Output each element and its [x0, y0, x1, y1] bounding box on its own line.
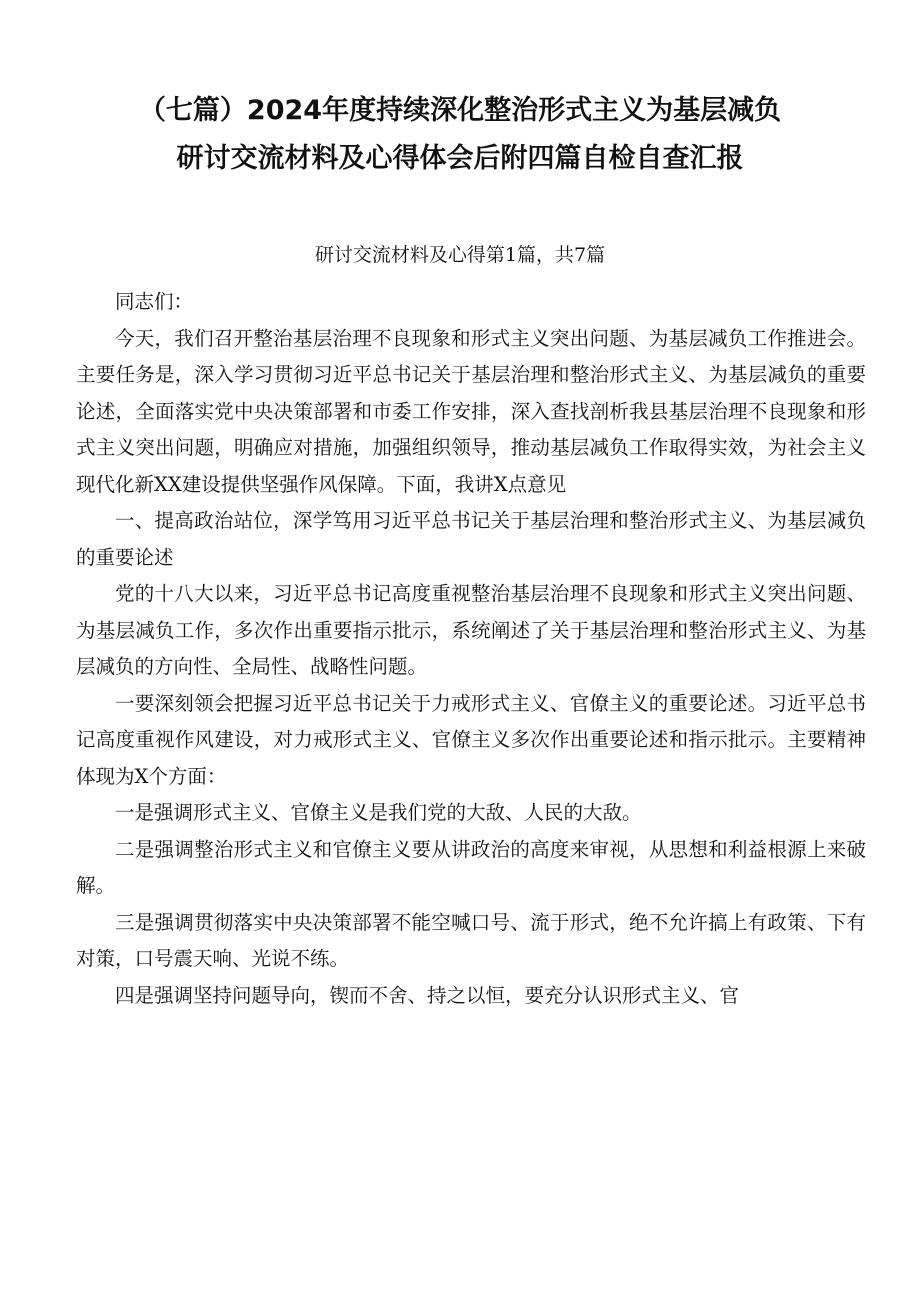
list-point-paragraph: 一是强调形式主义、官僚主义是我们党的大敌、人民的大敌。 [115, 801, 642, 824]
document-title-line-2: 研讨交流材料及心得体会后附四篇自检自查汇报 [176, 143, 744, 174]
document-body [76, 284, 866, 1014]
body-paragraph: 党的十八大以来，习近平总书记高度重视整治基层治理不良现象和形式主义突出问题、为基层减负工作，多次作出重要指示批示，系统阐述了关于基层治理和整治形式主义、为基层减负的方向性、全局性、战略性问题。 [76, 582, 866, 678]
body-paragraph: 今天，我们召开整治基层治理不良现象和形式主义突出问题、为基层减负工作推进会。主要任务是，深入学习贯彻习近平总书记关于基层治理和整治形式主义、为基层减负的重要论述，全面落实党中央决策部署和市委工作安排，深入查找剖析我县基层治理不良现象和形式主义突出问题，明确应对措施，加强组织领导，推动基层减负工作取得实效，为社会主义现代化新XX建设提供坚强作风保障。下面，我讲X点意见 [76, 326, 866, 496]
document-title-line-1: （七篇）2024年度持续深化整治形式主义为基层减负 [138, 95, 782, 126]
section-heading-paragraph: 一、提高政治站位，深学笃用习近平总书记关于基层治理和整治形式主义、为基层减负的重要论述 [76, 509, 866, 569]
list-point-paragraph: 三是强调贯彻落实中央决策部署不能空喊口号、流于形式，绝不允许搞上有政策、下有对策，口号震天响、光说不练。 [76, 910, 866, 970]
list-point-paragraph: 二是强调整治形式主义和官僚主义要从讲政治的高度来审视，从思想和利益根源上来破解。 [76, 837, 866, 897]
list-point-paragraph: 四是强调坚持问题导向，锲而不舍、持之以恒，要充分认识形式主义、官 [115, 983, 740, 1007]
section-subtitle: 研讨交流材料及心得第1篇，共7篇 [314, 244, 606, 266]
greeting-paragraph: 同志们： [115, 290, 194, 313]
body-paragraph: 一要深刻领会把握习近平总书记关于力戒形式主义、官僚主义的重要论述。习近平总书记高度重视作风建设，对力戒形式主义、官僚主义多次作出重要论述和指示批示。主要精神体现为X个方面： [76, 691, 866, 788]
